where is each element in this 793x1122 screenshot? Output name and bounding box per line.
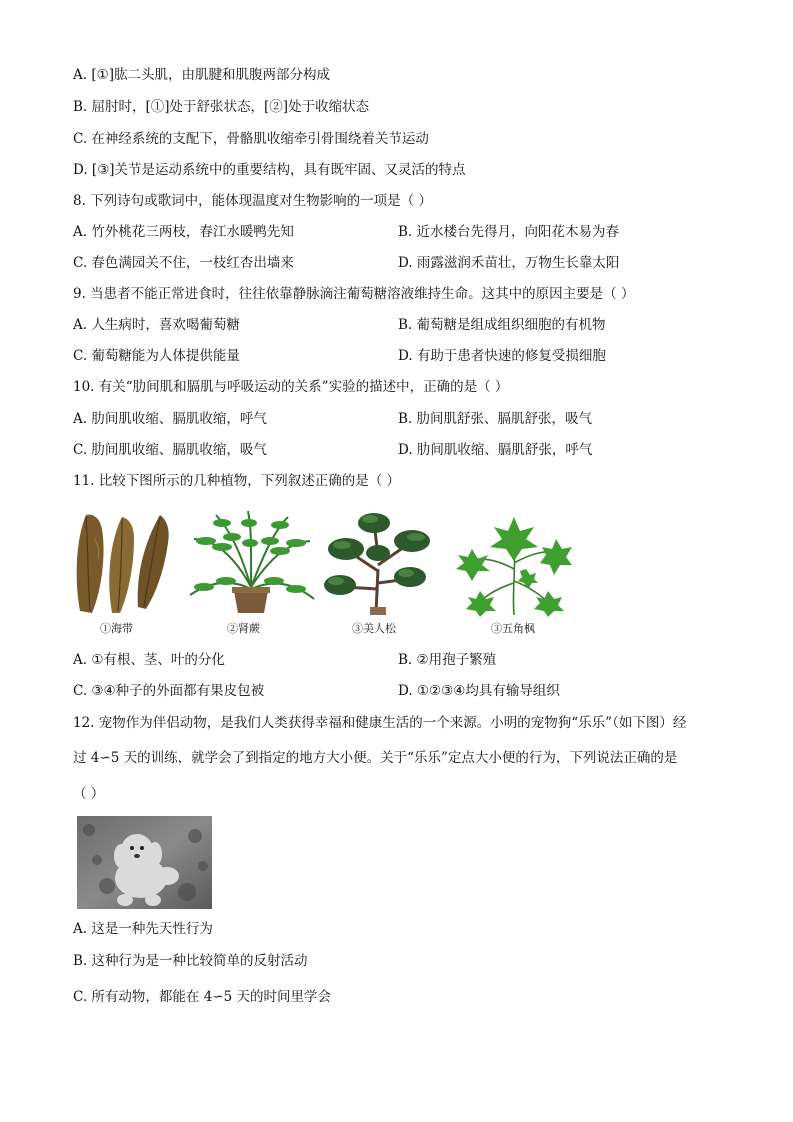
q11-option-c: C. ③④种子的外面都有果皮包被 (73, 683, 265, 699)
q8-option-b: B. 近水楼台先得月，向阳花木易为春 (398, 224, 620, 240)
q8-option-a: A. 竹外桃花三两枝，春江水暖鸭先知 (73, 224, 294, 240)
caption-pine: ③美人松 (352, 622, 396, 635)
q12-option-b: B. 这种行为是一种比较简单的反射活动 (73, 953, 308, 969)
caption-maple: ③五角枫 (491, 622, 535, 635)
caption-fern: ②肾蕨 (227, 622, 260, 635)
fern-image (186, 509, 316, 617)
pine-image (318, 509, 438, 617)
maple-image (456, 509, 572, 617)
caption-kelp: ①海带 (100, 622, 133, 635)
q9-option-c: C. 葡萄糖能为人体提供能量 (73, 348, 240, 364)
q11-option-a: A. ①有根、茎、叶的分化 (73, 652, 225, 668)
q10-option-d: D. 肋间肌收缩、膈肌舒张，呼气 (398, 442, 593, 458)
q10-option-c: C. 肋间肌收缩、膈肌收缩，吸气 (73, 442, 267, 458)
q8-option-d: D. 雨露滋润禾苗壮，万物生长靠太阳 (398, 255, 620, 271)
q7-option-b: B. 屈肘时，[①]处于舒张状态，[②]处于收缩状态 (73, 99, 370, 115)
q12-stem-line3: （ ） (73, 786, 105, 802)
kelp-image (72, 509, 172, 617)
q9-option-d: D. 有助于患者快速的修复受损细胞 (398, 348, 606, 364)
q11-option-d: D. ①②③④均具有输导组织 (398, 683, 560, 699)
q8-option-c: C. 春色满园关不住，一枝红杏出墙来 (73, 255, 294, 271)
q12-stem-line1: 12. 宠物作为伴侣动物，是我们人类获得幸福和健康生活的一个来源。小明的宠物狗“乐乐”（如下图）经 (73, 715, 687, 731)
q11-stem: 11. 比较下图所示的几种植物，下列叙述正确的是（ ） (73, 473, 401, 489)
q9-option-b: B. 葡萄糖是组成组织细胞的有机物 (398, 317, 606, 333)
q12-stem-line2: 过 4∽5 天的训练，就学会了到指定的地方大小便。关于“乐乐”定点大小便的行为，下列说法正确的是 (73, 750, 678, 766)
q7-option-c: C. 在神经系统的支配下，骨骼肌收缩牵引骨围绕着关节运动 (73, 131, 429, 147)
q9-option-a: A. 人生病时，喜欢喝葡萄糖 (73, 317, 240, 333)
q10-option-a: A. 肋间肌收缩、膈肌收缩，呼气 (73, 411, 267, 427)
q12-option-c: C. 所有动物，都能在 4∽5 天的时间里学会 (73, 989, 332, 1005)
dog-photo (77, 816, 212, 909)
q10-stem: 10. 有关“肋间肌和膈肌与呼吸运动的关系”实验的描述中，正确的是（ ） (73, 379, 509, 395)
q7-option-d: D. [③]关节是运动系统中的重要结构，具有既牢固、又灵活的特点 (73, 162, 466, 178)
q8-stem: 8. 下列诗句或歌词中，能体现温度对生物影响的一项是（ ） (73, 193, 432, 209)
q10-option-b: B. 肋间肌舒张、膈肌舒张，吸气 (398, 411, 593, 427)
q7-option-a: A. [①]肱二头肌，由肌腱和肌腹两部分构成 (73, 67, 330, 83)
q12-option-a: A. 这是一种先天性行为 (73, 921, 213, 937)
q9-stem: 9. 当患者不能正常进食时，往往依靠静脉滴注葡萄糖溶液维持生命。这其中的原因主要是（ ） (73, 286, 635, 302)
q11-option-b: B. ②用孢子繁殖 (398, 652, 497, 668)
